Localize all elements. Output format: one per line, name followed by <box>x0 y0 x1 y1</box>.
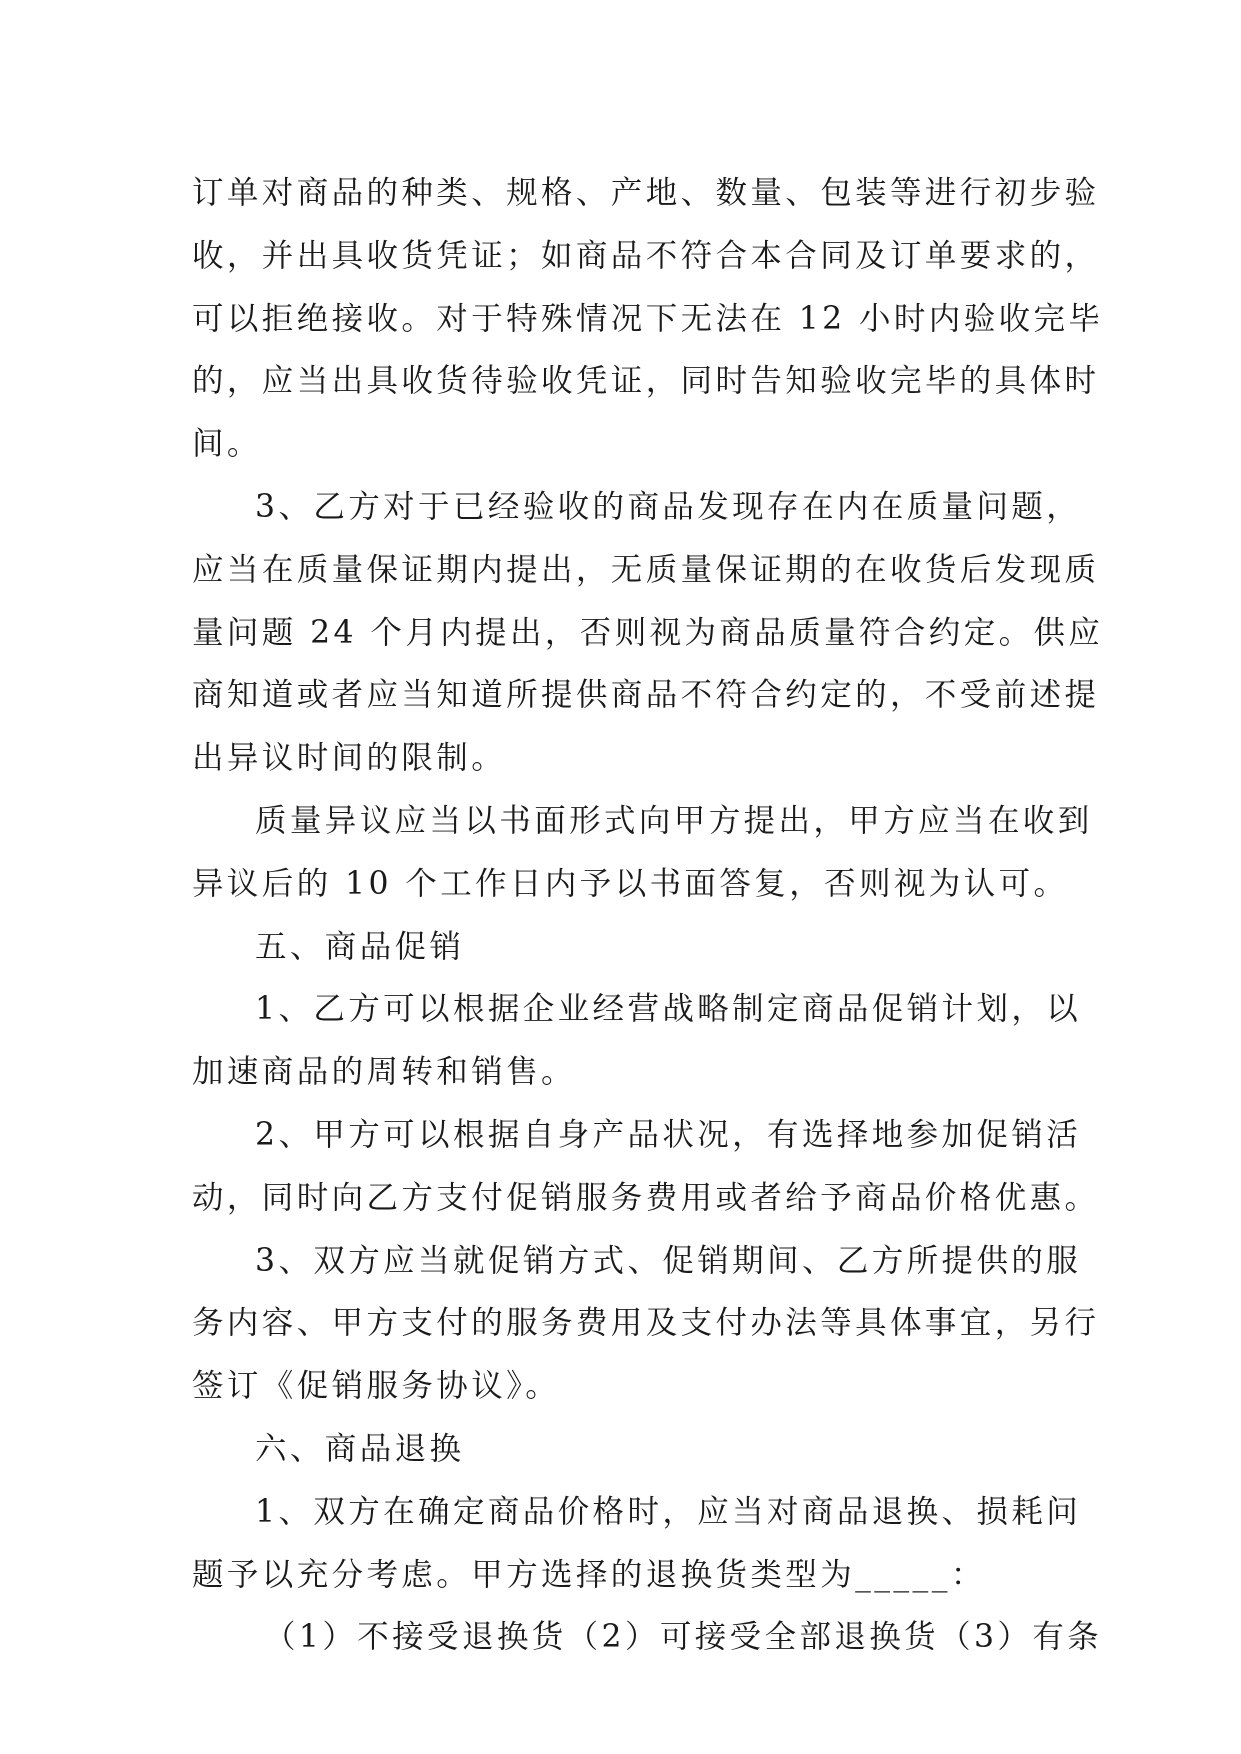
document-body <box>192 162 1104 1669</box>
clause-line: 1、乙方可以根据企业经营战略制定商品促销计划，以 <box>255 991 1082 1028</box>
paragraph-line: 量问题 24 个月内提出，否则视为商品质量符合约定。供应 <box>192 614 1104 651</box>
paragraph-line: 务内容、甲方支付的服务费用及支付办法等具体事宜，另行 <box>192 1305 1100 1342</box>
paragraph-line: 签订《促销服务协议》。 <box>192 1368 561 1405</box>
paragraph-line: 收，并出具收货凭证；如商品不符合本合同及订单要求的， <box>192 237 1100 274</box>
paragraph-line: 题予以充分考虑。甲方选择的退换货类型为_____： <box>192 1556 986 1593</box>
option-line: （1）不接受退换货（2）可接受全部退换货（3）有条 <box>264 1619 1103 1656</box>
clause-line: 3、双方应当就促销方式、促销期间、乙方所提供的服 <box>255 1242 1082 1279</box>
paragraph-line: 应当在质量保证期内提出，无质量保证期的在收货后发现质 <box>192 551 1100 588</box>
paragraph-line: 加速商品的周转和销售。 <box>192 1054 576 1091</box>
section-heading: 六、商品退换 <box>255 1430 465 1467</box>
paragraph-line: 质量异议应当以书面形式向甲方提出，甲方应当在收到 <box>255 802 1093 839</box>
clause-line: 1、双方在确定商品价格时，应当对商品退换、损耗问 <box>255 1493 1082 1530</box>
clause-line: 3、乙方对于已经验收的商品发现存在内在质量问题， <box>255 488 1082 525</box>
paragraph-line: 动，同时向乙方支付促销服务费用或者给予商品价格优惠。 <box>192 1179 1100 1216</box>
clause-line: 2、甲方可以根据自身产品状况，有选择地参加促销活 <box>255 1116 1082 1153</box>
paragraph-line: 订单对商品的种类、规格、产地、数量、包装等进行初步验 <box>192 175 1100 211</box>
paragraph-line: 间。 <box>192 426 262 463</box>
paragraph-line: 的，应当出具收货待验收凭证，同时告知验收完毕的具体时 <box>192 363 1100 400</box>
paragraph-line: 商知道或者应当知道所提供商品不符合约定的，不受前述提 <box>192 677 1100 714</box>
paragraph-line: 出异议时间的限制。 <box>192 740 507 777</box>
section-heading: 五、商品促销 <box>255 928 465 965</box>
paragraph-line: 异议后的 10 个工作日内予以书面答复，否则视为认可。 <box>192 865 1069 902</box>
paragraph-line: 可以拒绝接收。对于特殊情况下无法在 12 小时内验收完毕 <box>192 300 1104 337</box>
